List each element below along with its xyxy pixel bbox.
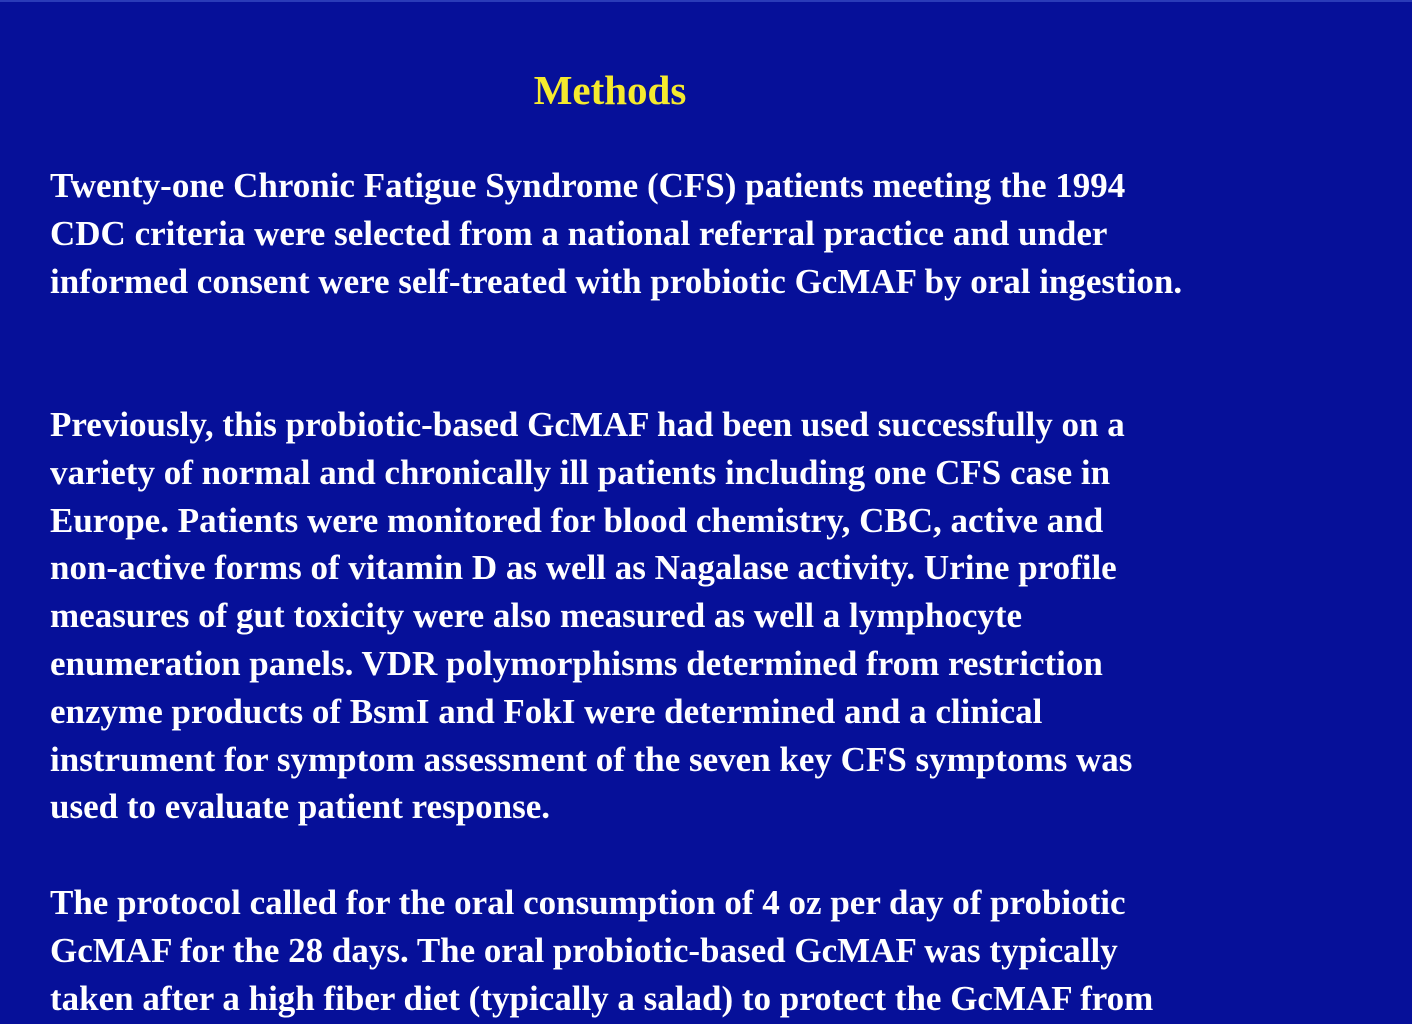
paragraph-line: measures of gut toxicity were also measured as well a lymphocyte bbox=[50, 596, 1023, 636]
paragraph-line: used to evaluate patient response. bbox=[50, 787, 551, 827]
paragraph-line: enumeration panels. VDR polymorphisms determined from restriction bbox=[50, 643, 1103, 683]
paragraph-line: CDC criteria were selected from a national referral practice and under bbox=[50, 213, 1108, 253]
paragraph-line: non-active forms of vitamin D as well as Nagalase activity. Urine profile bbox=[50, 548, 1117, 588]
paragraph-line: GcMAF for the 28 days. The oral probiotic-based GcMAF was typically bbox=[50, 930, 1118, 970]
paragraph-line: The protocol called for the oral consumption of 4 oz per day of probiotic bbox=[50, 883, 1126, 922]
paragraph-line: Previously, this probiotic-based GcMAF had been used successfully on a bbox=[50, 405, 1125, 444]
slide-title: Methods bbox=[533, 67, 687, 113]
paragraph-line: instrument for symptom assessment of the seven key CFS symptoms was bbox=[50, 739, 1133, 779]
paragraph-protocol bbox=[50, 879, 1370, 1022]
paragraph-line: enzyme products of BsmI and FokI were determined and a clinical bbox=[50, 691, 1043, 731]
paragraph-line: variety of normal and chronically ill patients including one CFS case in bbox=[50, 452, 1111, 492]
paragraph-line: informed consent were self-treated with probiotic GcMAF by oral ingestion. bbox=[50, 261, 1183, 301]
paragraph-line: taken after a high fiber diet (typically a salad) to protect the GcMAF from bbox=[50, 978, 1154, 1018]
paragraph-cohort bbox=[50, 162, 1370, 305]
paragraph-monitoring bbox=[50, 401, 1370, 831]
paragraph-line: Europe. Patients were monitored for blood chemistry, CBC, active and bbox=[50, 500, 1104, 540]
paragraph-line: Twenty-one Chronic Fatigue Syndrome (CFS) patients meeting the 1994 bbox=[50, 166, 1126, 205]
